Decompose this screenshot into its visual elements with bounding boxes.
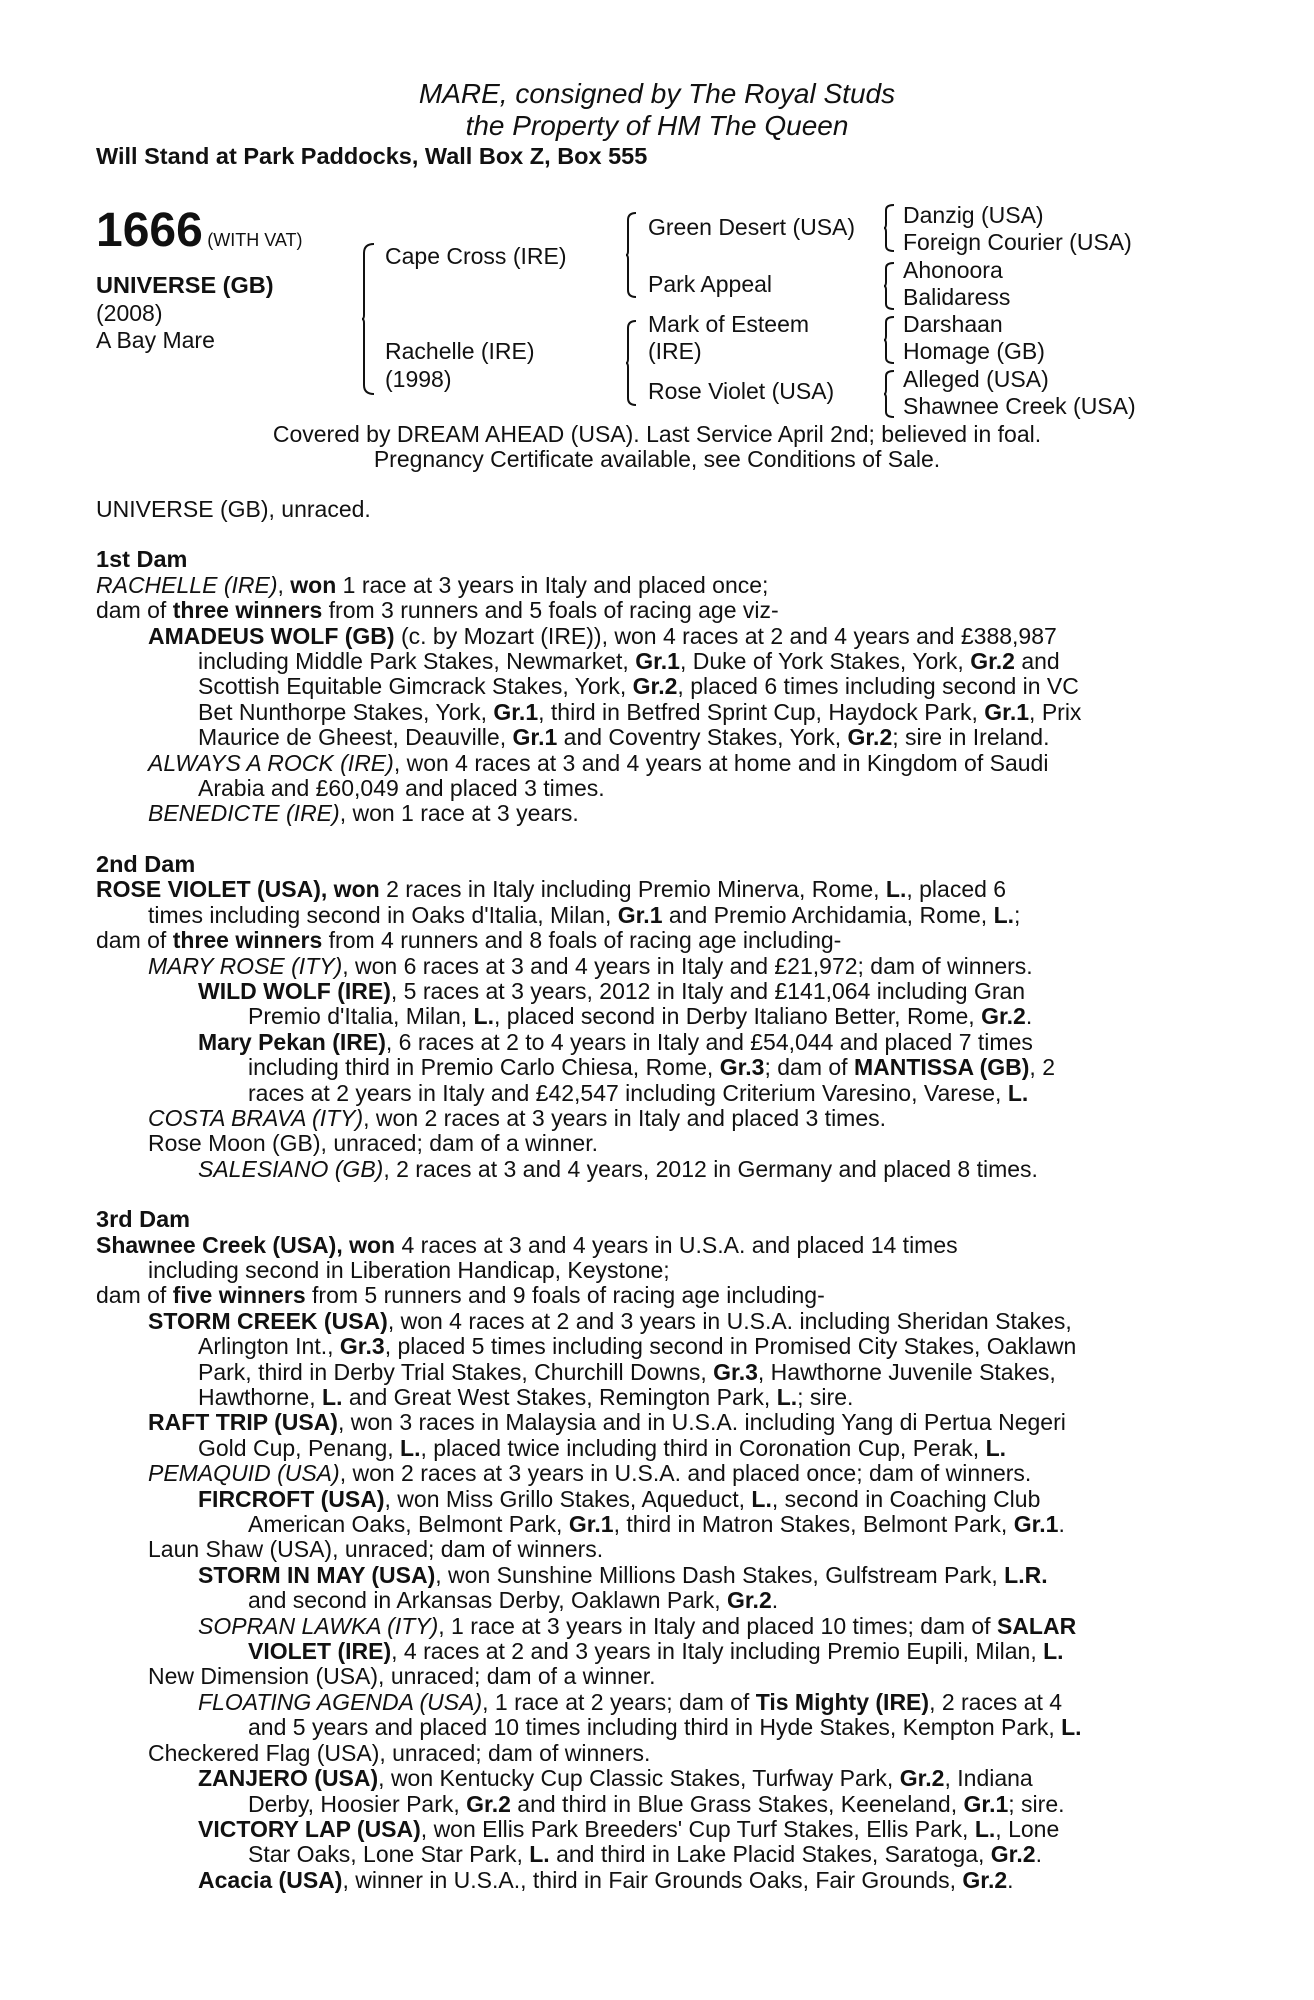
header-line-2: the Property of HM The Queen: [465, 110, 849, 141]
second-dam-line-1: ROSE VIOLET (USA), won 2 races in Italy including Premio Minerva, Rome, L., placed 6: [96, 876, 1007, 903]
cover-line-2: Pregnancy Certificate available, see Conditions of Sale.: [373, 446, 941, 472]
pemaquid-line: PEMAQUID (USA), won 2 races at 3 years in U.S.A. and placed once; dam of winners.: [148, 1460, 1032, 1487]
checkered-flag-line: Checkered Flag (USA), unraced; dam of winners.: [148, 1739, 651, 1766]
sire-dam-sire: Ahonoora: [903, 257, 1003, 283]
sopran-lawka-line-1: SOPRAN LAWKA (ITY), 1 race at 3 years in Italy and placed 10 times; dam of SALAR: [198, 1612, 1077, 1639]
horse-description: A Bay Mare: [96, 327, 215, 353]
sire-dam-dam: Balidaress: [903, 284, 1011, 310]
pedigree-brace-ds: [884, 316, 896, 364]
mary-rose-line: MARY ROSE (ITY), won 6 races at 3 and 4 years in Italy and £21,972; dam of winners.: [148, 952, 1033, 979]
storm-creek-line-1: STORM CREEK (USA), won 4 races at 2 and 3 years in U.S.A. including Sheridan Stakes,: [148, 1307, 1072, 1334]
fircroft-line-1: FIRCROFT (USA), won Miss Grillo Stakes, Aqueduct, L., second in Coaching Club: [198, 1485, 1041, 1512]
victory-lap-line-2: Star Oaks, Lone Star Park, L. and third in Lake Placid Stakes, Saratoga, Gr.2.: [248, 1841, 1042, 1868]
acacia-line: Acacia (USA), winner in U.S.A., third in Fair Grounds Oaks, Fair Grounds, Gr.2.: [198, 1866, 1014, 1893]
mary-pekan-line-2: including third in Premio Carlo Chiesa, Rome, Gr.3; dam of MANTISSA (GB), 2: [248, 1054, 1055, 1081]
storm-creek-line-4: Hawthorne, L. and Great West Stakes, Remington Park, L.; sire.: [198, 1384, 854, 1410]
pedigree-brace-sd: [884, 262, 896, 310]
always-line-2: Arabia and £60,049 and placed 3 times.: [198, 775, 605, 802]
header-line-1: MARE, consigned by The Royal Studs: [418, 78, 896, 109]
second-dam-line-3: dam of three winners from 4 runners and 8 foals of racing age including-: [96, 927, 842, 954]
mary-pekan-line-3: races at 2 years in Italy and £42,547 including Criterium Varesino, Varese, L.: [248, 1079, 1029, 1106]
dam-dam-sire: Alleged (USA): [903, 366, 1049, 392]
dam: Rachelle (IRE): [385, 338, 535, 364]
fircroft-line-2: American Oaks, Belmont Park, Gr.1, third in Matron Stakes, Belmont Park, Gr.1.: [248, 1511, 1065, 1538]
new-dimension-line: New Dimension (USA), unraced; dam of a winner.: [148, 1663, 656, 1690]
pedigree-brace-dd: [884, 370, 896, 418]
sire-dam: Park Appeal: [648, 271, 773, 297]
raft-trip-line-2: Gold Cup, Penang, L., placed twice including third in Coronation Cup, Perak, L.: [198, 1434, 1007, 1461]
catalogue-body: [96, 497, 1204, 1893]
sire-sire: Green Desert (USA): [648, 214, 856, 240]
second-dam-line-2: times including second in Oaks d'Italia, Milan, Gr.1 and Premio Archidamia, Rome, L.;: [148, 901, 1021, 928]
sopran-lawka-line-2: VIOLET (IRE), 4 races at 2 and 3 years in Italy including Premio Eupili, Milan, L.: [248, 1638, 1064, 1665]
amadeus-line-1: AMADEUS WOLF (GB) (c. by Mozart (IRE)), won 4 races at 2 and 4 years and £388,987: [148, 622, 1057, 649]
salesiano-line: SALESIANO (GB), 2 races at 3 and 4 years, 2012 in Germany and placed 8 times.: [198, 1155, 1038, 1182]
lot-number-block: [96, 203, 303, 258]
third-dam-heading: 3rd Dam: [96, 1206, 191, 1233]
pedigree-brace-ss: [884, 204, 896, 252]
storm-creek-line-3: Park, third in Derby Trial Stakes, Churchill Downs, Gr.3, Hawthorne Juvenile Stakes,: [198, 1358, 1056, 1385]
third-dam-line-3: dam of five winners from 5 runners and 9 foals of racing age including-: [96, 1282, 825, 1309]
storm-in-may-line-2: and second in Arkansas Derby, Oaklawn Park, Gr.2.: [248, 1587, 779, 1614]
costa-brava-line: COSTA BRAVA (ITY), won 2 races at 3 years in Italy and placed 3 times.: [148, 1104, 887, 1131]
amadeus-line-5: Maurice de Gheest, Deauville, Gr.1 and Coventry Stakes, York, Gr.2; sire in Ireland.: [198, 724, 1050, 751]
zanjero-line-2: Derby, Hoosier Park, Gr.2 and third in Blue Grass Stakes, Keeneland, Gr.1; sire.: [248, 1790, 1065, 1817]
mary-pekan-line-1: Mary Pekan (IRE), 6 races at 2 to 4 years in Italy and £54,044 and placed 7 times: [198, 1028, 1033, 1055]
laun-shaw-line: Laun Shaw (USA), unraced; dam of winners.: [148, 1536, 604, 1563]
cover-line-1: Covered by DREAM AHEAD (USA). Last Service April 2nd; believed in foal.: [272, 421, 1042, 447]
benedicte-line: BENEDICTE (IRE), won 1 race at 3 years.: [148, 800, 579, 827]
lot-number: 1666: [96, 204, 203, 257]
pedigree-brace-dam: [626, 320, 638, 406]
rose-moon-line: Rose Moon (GB), unraced; dam of a winner.: [148, 1130, 598, 1157]
dam-sire-sire: Darshaan: [903, 311, 1003, 337]
wild-wolf-line-2: Premio d'Italia, Milan, L., placed second in Derby Italiano Better, Rome, Gr.2.: [248, 1003, 1033, 1030]
dam-dam: Rose Violet (USA): [648, 378, 835, 404]
header-stand-line: Will Stand at Park Paddocks, Wall Box Z, Box 555: [96, 143, 648, 169]
always-line-1: ALWAYS A ROCK (IRE), won 4 races at 3 and 4 years at home and in Kingdom of Saudi: [148, 749, 1049, 776]
amadeus-line-2: including Middle Park Stakes, Newmarket, Gr.1, Duke of York Stakes, York, Gr.2 and: [198, 648, 1060, 675]
third-dam-line-1: Shawnee Creek (USA), won 4 races at 3 and 4 years in U.S.A. and placed 14 times: [96, 1231, 958, 1258]
zanjero-line-1: ZANJERO (USA), won Kentucky Cup Classic Stakes, Turfway Park, Gr.2, Indiana: [198, 1765, 1033, 1792]
amadeus-line-3: Scottish Equitable Gimcrack Stakes, York, Gr.2, placed 6 times including second in VC: [198, 673, 1079, 700]
vat-label: (WITH VAT): [207, 230, 303, 250]
second-dam-heading: 2nd Dam: [96, 850, 196, 877]
pedigree-brace-sire: [626, 212, 638, 298]
storm-creek-line-2: Arlington Int., Gr.3, placed 5 times including second in Promised City Stakes, Oaklawn: [198, 1333, 1077, 1360]
dam-year: (1998): [385, 366, 452, 392]
horse-name: UNIVERSE (GB): [96, 272, 274, 298]
floating-agenda-line-2: and 5 years and placed 10 times including third in Hyde Stakes, Kempton Park, L.: [248, 1714, 1082, 1741]
wild-wolf-line-1: WILD WOLF (IRE), 5 races at 3 years, 2012 in Italy and £141,064 including Gran: [198, 977, 1026, 1004]
amadeus-line-4: Bet Nunthorpe Stakes, York, Gr.1, third in Betfred Sprint Cup, Haydock Park, Gr.1, Prix: [198, 698, 1082, 725]
sire-sire-dam: Foreign Courier (USA): [903, 229, 1132, 255]
dam-sire-line-1: Mark of Esteem: [648, 311, 810, 337]
sire-sire-sire: Danzig (USA): [903, 202, 1044, 228]
intro-line: UNIVERSE (GB), unraced.: [96, 496, 371, 522]
dam-sire-dam: Homage (GB): [903, 338, 1045, 364]
pedigree-brace-main: [362, 243, 376, 395]
dam-dam-dam: Shawnee Creek (USA): [903, 393, 1136, 419]
dam-sire-line-2: (IRE): [648, 338, 702, 364]
third-dam-line-2: including second in Liberation Handicap, Keystone;: [148, 1256, 670, 1283]
raft-trip-line-1: RAFT TRIP (USA), won 3 races in Malaysia and in U.S.A. including Yang di Pertua Negeri: [148, 1409, 1066, 1436]
horse-year: (2008): [96, 300, 163, 326]
floating-agenda-line-1: FLOATING AGENDA (USA), 1 race at 2 years; dam of Tis Mighty (IRE), 2 races at 4: [198, 1688, 1063, 1715]
storm-in-may-line-1: STORM IN MAY (USA), won Sunshine Millions Dash Stakes, Gulfstream Park, L.R.: [198, 1561, 1048, 1588]
first-dam-line-2: dam of three winners from 3 runners and 5 foals of racing age viz-: [96, 597, 779, 624]
first-dam-heading: 1st Dam: [96, 546, 188, 573]
victory-lap-line-1: VICTORY LAP (USA), won Ellis Park Breeders' Cup Turf Stakes, Ellis Park, L., Lone: [198, 1815, 1060, 1842]
first-dam-line-1: RACHELLE (IRE), won 1 race at 3 years in Italy and placed once;: [96, 571, 769, 598]
sire: Cape Cross (IRE): [385, 243, 567, 269]
